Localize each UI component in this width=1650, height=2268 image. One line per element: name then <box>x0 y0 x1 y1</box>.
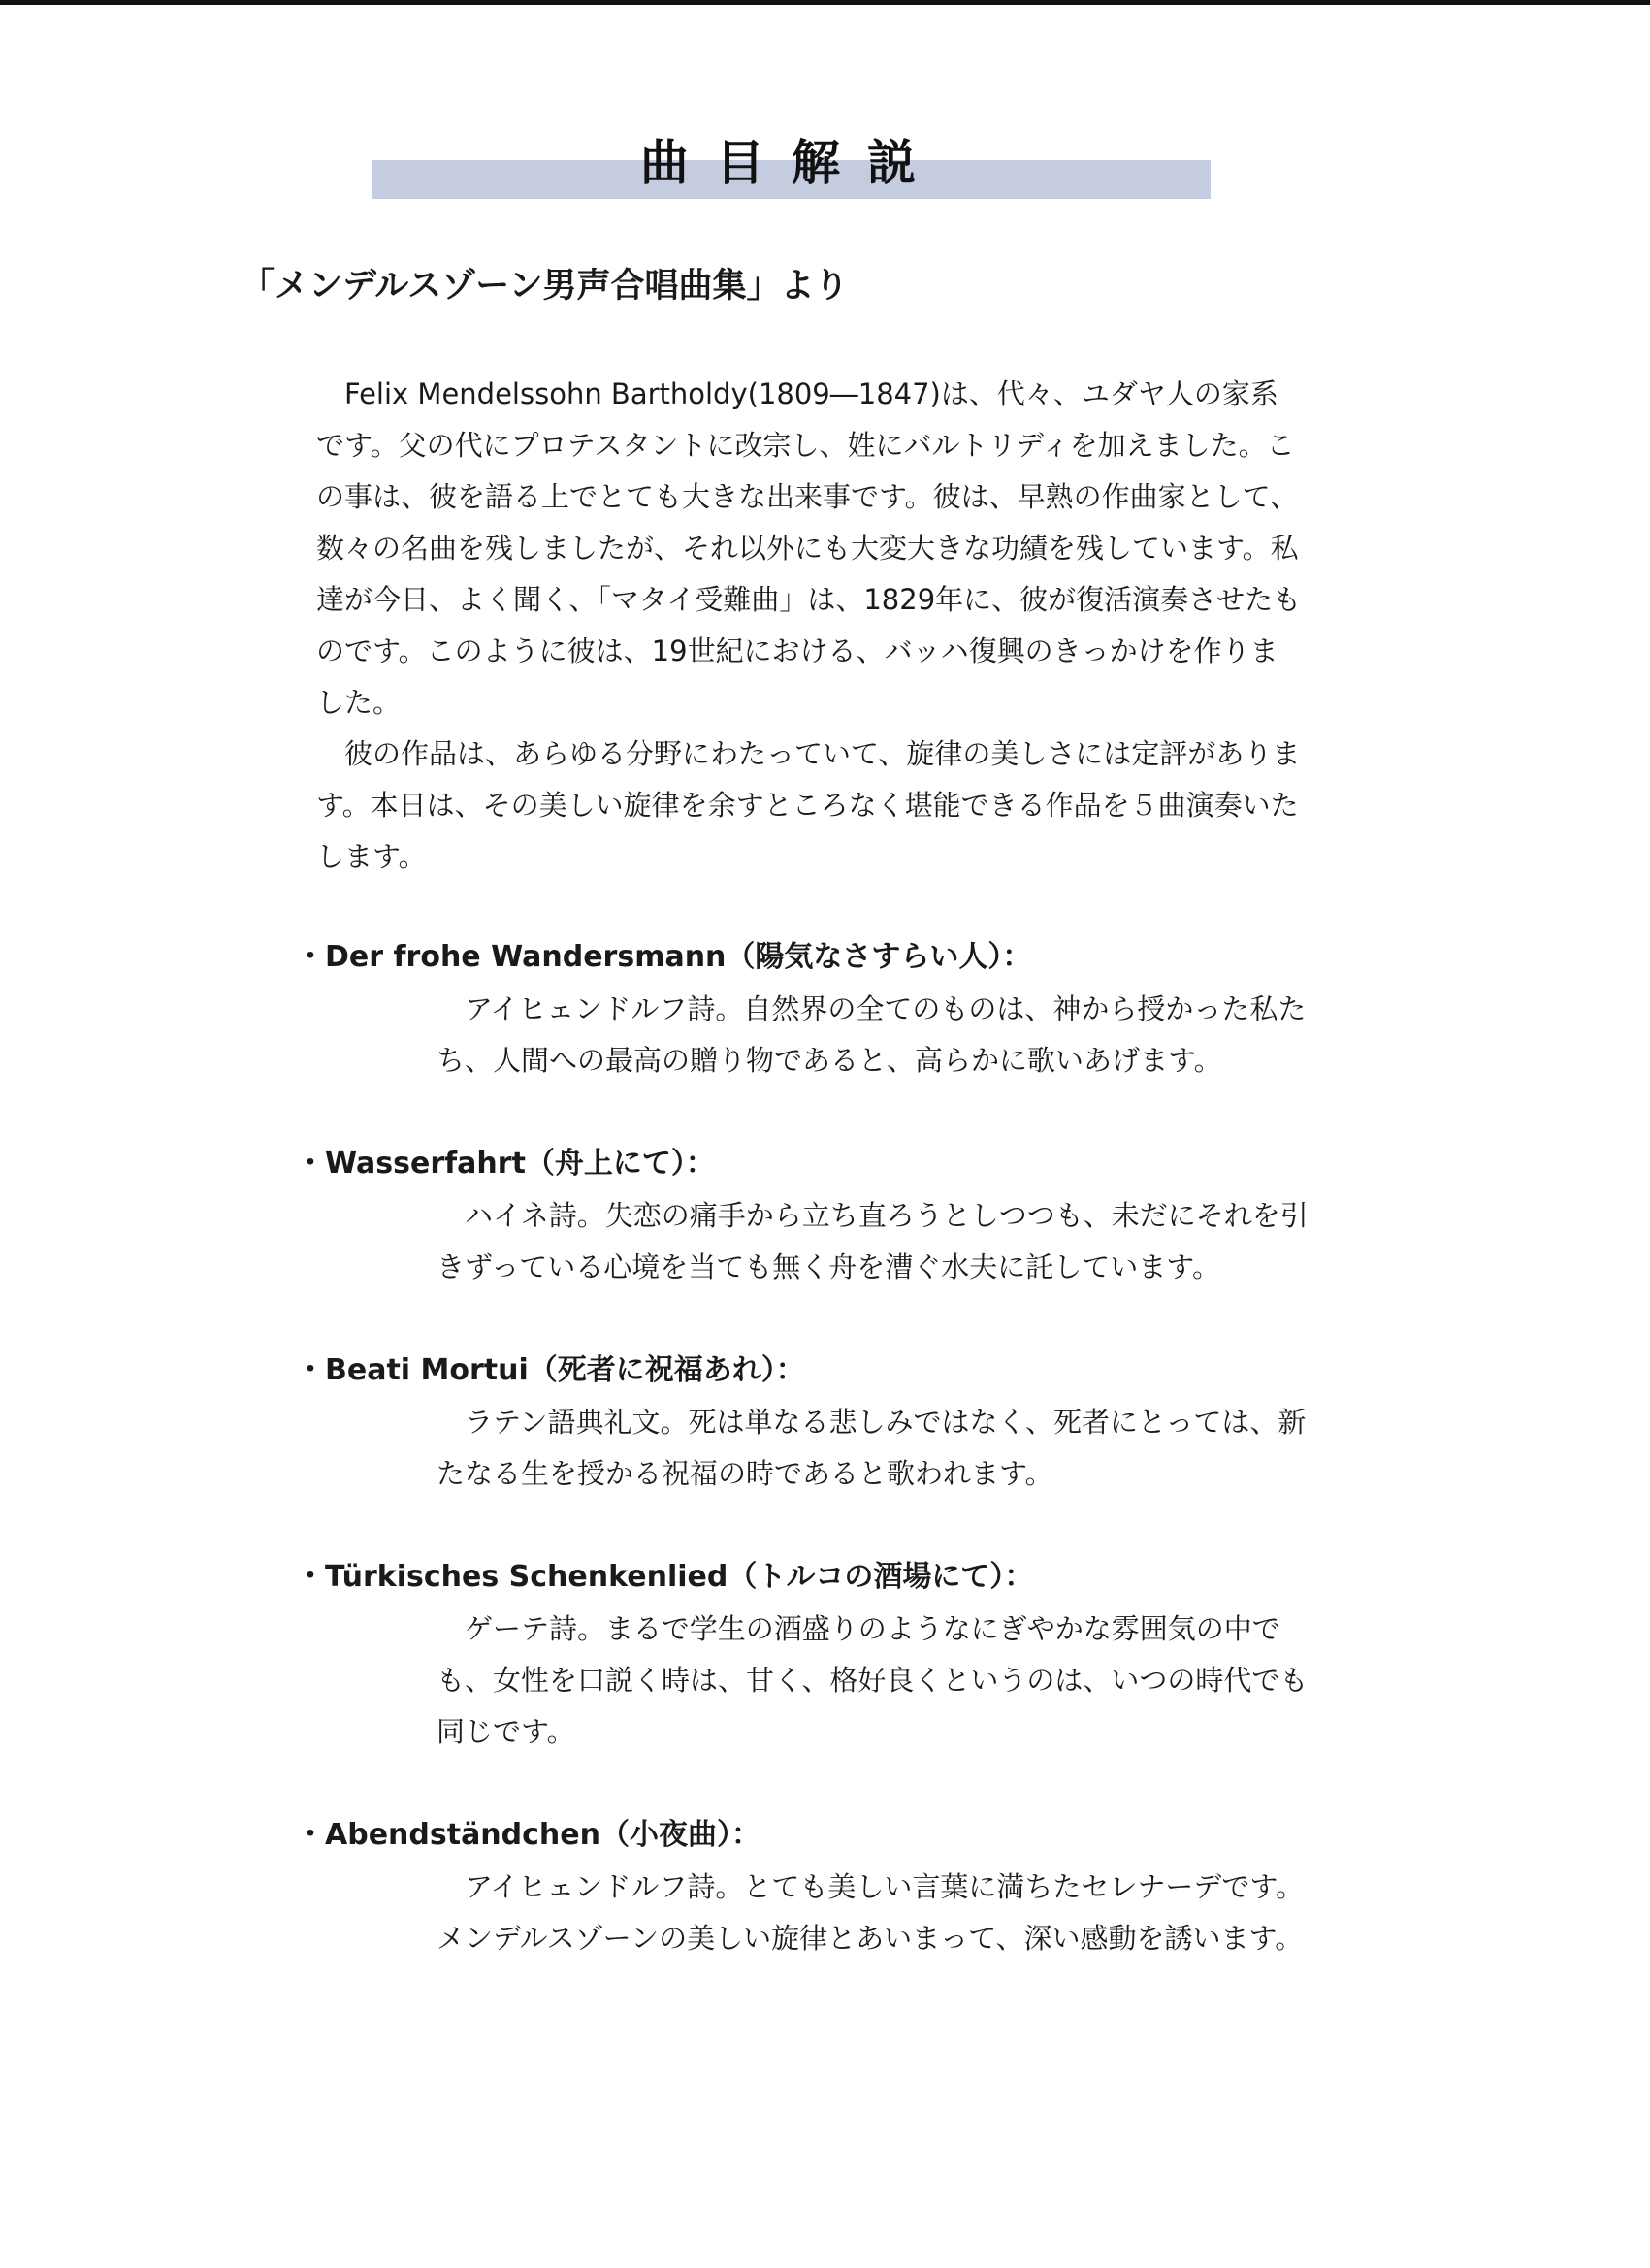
piece-title: ・Beati Mortui（死者に祝福あれ）： <box>296 1353 805 1387</box>
page-top-border <box>0 0 1650 5</box>
piece-title: ・Türkisches Schenkenlied（トルコの酒場にて）： <box>296 1560 1034 1594</box>
piece-list <box>296 931 1324 1964</box>
piece-description: ラテン語典礼文。死は単なる悲しみではなく、死者にとっては、新たなる生を授かる祝福の時であると歌われます。 <box>437 1406 1307 1490</box>
piece-description: ハイネ詩。失恋の痛手から立ち直ろうとしつつも、未だにそれを引きずっている心境を当ても無く舟を漕ぐ水夫に託しています。 <box>437 1199 1309 1283</box>
section-subtitle: 「メンデルスゾーン男声合唱曲集」より <box>241 267 849 306</box>
intro-paragraph: 彼の作品は、あらゆる分野にわたっていて、旋律の美しさには定評があります。本日は、その美しい旋律を余すところなく堪能できる作品を５曲演奏いたします。 <box>316 737 1301 873</box>
piece-item <box>296 1345 1324 1500</box>
piece-title: ・Abendständchen（小夜曲）： <box>296 1818 760 1852</box>
piece-title: ・Der frohe Wandersmann（陽気なさすらい人）： <box>296 940 1032 974</box>
page-title: 曲目解説 <box>640 135 943 191</box>
intro-section <box>316 369 1306 883</box>
piece-title: ・Wasserfahrt（舟上にて）： <box>296 1147 715 1181</box>
piece-item <box>296 931 1324 1086</box>
intro-paragraph: Felix Mendelssohn Bartholdy(1809―1847)は、代々、ユダヤ人の家系です。父の代にプロテスタントに改宗し、姓にバルトリディを加えました。この事は、彼を語る上でとても大きな出来事です。彼は、早熟の作曲家として、数々の名曲を残しましたが、それ以外にも大変大きな功績を残しています。私達が今日、よく聞く、「マタイ受難曲」は、1829年に、彼が復活演奏させたものです。このように彼は、19世紀における、バッハ復興のきっかけを作りました。 <box>316 377 1302 719</box>
piece-item <box>296 1551 1324 1758</box>
piece-description: アイヒェンドルフ詩。自然界の全てのものは、神から授かった私たち、人間への最高の贈り物であると、高らかに歌いあげます。 <box>437 992 1307 1077</box>
piece-description: ゲーテ詩。まるで学生の酒盛りのようなにぎやかな雰囲気の中でも、女性を口説く時は、甘く、格好良くというのは、いつの時代でも同じです。 <box>437 1612 1309 1748</box>
piece-item <box>296 1138 1324 1293</box>
piece-description: アイヒェンドルフ詩。とても美しい言葉に満ちたセレナーデです。メンデルスゾーンの美しい旋律とあいまって、深い感動を誘います。 <box>437 1870 1305 1955</box>
piece-item <box>296 1809 1324 1964</box>
